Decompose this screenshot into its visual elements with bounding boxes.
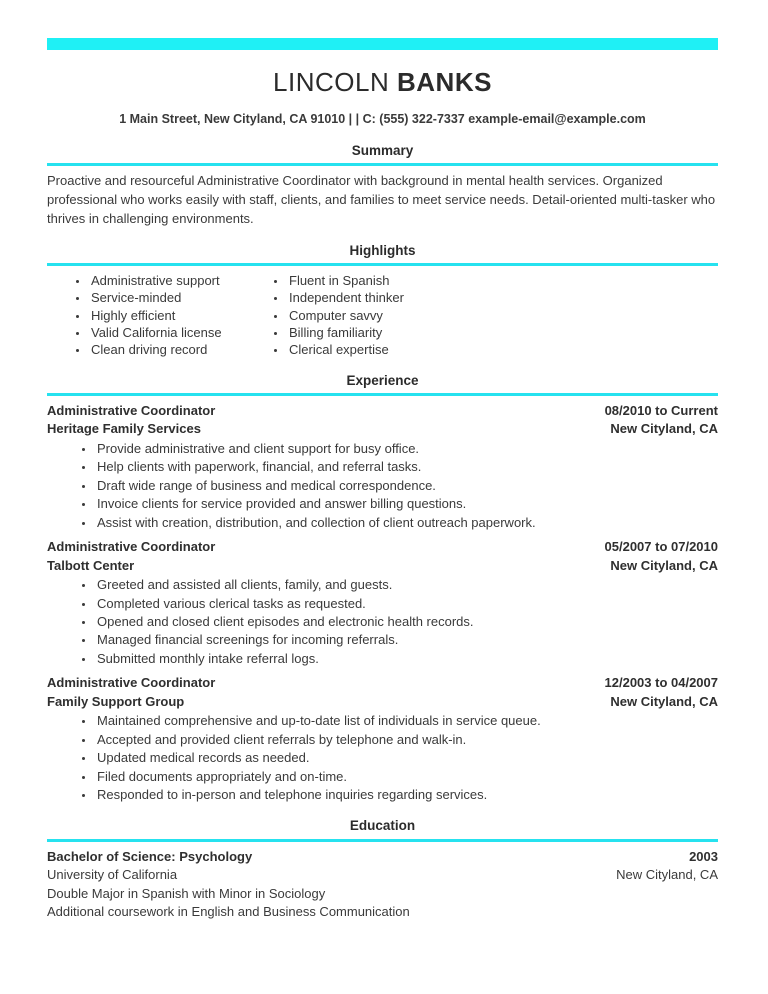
education-extra-line: Double Major in Spanish with Minor in Sociology xyxy=(47,885,326,901)
list-item: • Invoice clients for service provided and answer billing questions. xyxy=(95,495,718,513)
job-location: New Cityland, CA xyxy=(610,557,718,573)
job-company-row xyxy=(47,557,718,575)
education-school-row xyxy=(47,866,718,884)
list-item: • Provide administrative and client support for busy office. xyxy=(95,440,718,458)
education-degree-row xyxy=(47,848,718,866)
list-item: • Highly efficient xyxy=(89,307,247,324)
job-location: New Cityland, CA xyxy=(610,693,718,709)
job-title: Administrative Coordinator xyxy=(47,539,216,555)
education-extra-line: Additional coursework in English and Business Communication xyxy=(47,904,410,920)
resume-document xyxy=(47,38,718,935)
accent-bar xyxy=(47,38,718,50)
education-location: New Cityland, CA xyxy=(616,867,718,883)
education-degree: Bachelor of Science: Psychology xyxy=(47,848,253,864)
list-item: • Billing familiarity xyxy=(287,324,547,341)
highlights-columns xyxy=(47,272,718,359)
contact-line: 1 Main Street, New Cityland, CA 91010 | | C: (555) 322-7337 example-email@example.com xyxy=(119,111,646,126)
job-location: New Cityland, CA xyxy=(610,421,718,437)
summary-text: Proactive and resourceful Administrative Coordinator with background in mental health services. Organized professional who works easily with staff, clients, and families to meet service needs. Detail-oriented multi-tasker who thrives in challenging environments. xyxy=(47,173,716,226)
job-company-row xyxy=(47,420,718,438)
last-name: BANKS xyxy=(396,67,492,97)
job-dates: 12/2003 to 04/2007 xyxy=(604,675,718,691)
list-item: • Opened and closed client episodes and electronic health records. xyxy=(95,613,718,631)
job-company: Family Support Group xyxy=(47,693,185,709)
list-item: • Accepted and provided client referrals by telephone and walk-in. xyxy=(95,731,718,749)
list-item: • Valid California license xyxy=(89,324,247,341)
highlights-list-2 xyxy=(269,272,547,359)
job-dates: 05/2007 to 07/2010 xyxy=(604,539,718,555)
list-item: • Help clients with paperwork, financial, and referral tasks. xyxy=(95,458,718,476)
experience-entry xyxy=(47,674,718,804)
job-company-row xyxy=(47,693,718,711)
section-education xyxy=(47,818,718,921)
job-bullets xyxy=(47,712,718,804)
job-title-row xyxy=(47,674,718,692)
list-item: • Maintained comprehensive and up-to-date list of individuals in service queue. xyxy=(95,712,718,730)
job-bullets xyxy=(47,576,718,668)
job-title: Administrative Coordinator xyxy=(47,675,216,691)
list-item: • Managed financial screenings for incoming referrals. xyxy=(95,631,718,649)
education-school: University of California xyxy=(47,867,178,883)
list-item: • Service-minded xyxy=(89,289,247,306)
candidate-name xyxy=(47,68,718,97)
section-highlights xyxy=(47,243,718,359)
list-item: • Independent thinker xyxy=(287,289,547,306)
section-rule-summary xyxy=(47,163,718,166)
list-item: • Greeted and assisted all clients, family, and guests. xyxy=(95,576,718,594)
resume-header xyxy=(47,68,718,127)
list-item: • Responded to in-person and telephone inquiries regarding services. xyxy=(95,786,718,804)
list-item: • Fluent in Spanish xyxy=(287,272,547,289)
list-item: • Completed various clerical tasks as requested. xyxy=(95,595,718,613)
job-title: Administrative Coordinator xyxy=(47,402,216,418)
job-title-row xyxy=(47,538,718,556)
list-item: • Filed documents appropriately and on-time. xyxy=(95,768,718,786)
first-name: LINCOLN xyxy=(273,67,390,97)
list-item: • Administrative support xyxy=(89,272,247,289)
list-item: • Draft wide range of business and medical correspondence. xyxy=(95,477,718,495)
section-rule-highlights xyxy=(47,263,718,266)
list-item: • Clerical expertise xyxy=(287,341,547,358)
list-item: • Clean driving record xyxy=(89,341,247,358)
list-item: • Computer savvy xyxy=(287,307,547,324)
section-title-highlights: Highlights xyxy=(349,242,416,258)
section-rule-experience xyxy=(47,393,718,396)
list-item: • Submitted monthly intake referral logs. xyxy=(95,650,718,668)
section-rule-education xyxy=(47,839,718,842)
job-dates: 08/2010 to Current xyxy=(604,402,718,418)
job-company: Talbott Center xyxy=(47,557,135,573)
section-experience xyxy=(47,373,718,805)
highlights-list-1 xyxy=(71,272,247,359)
list-item: • Updated medical records as needed. xyxy=(95,749,718,767)
list-item: • Assist with creation, distribution, and collection of client outreach paperwork. xyxy=(95,514,718,532)
highlights-column-1 xyxy=(47,272,247,359)
highlights-column-2 xyxy=(247,272,547,359)
job-bullets xyxy=(47,440,718,532)
section-title-summary: Summary xyxy=(351,142,414,158)
experience-entry xyxy=(47,538,718,668)
section-summary xyxy=(47,143,718,229)
experience-entry xyxy=(47,402,718,532)
education-year: 2003 xyxy=(689,848,718,864)
section-title-education: Education xyxy=(349,818,416,834)
job-title-row xyxy=(47,402,718,420)
job-company: Heritage Family Services xyxy=(47,421,201,437)
section-title-experience: Experience xyxy=(346,372,419,388)
